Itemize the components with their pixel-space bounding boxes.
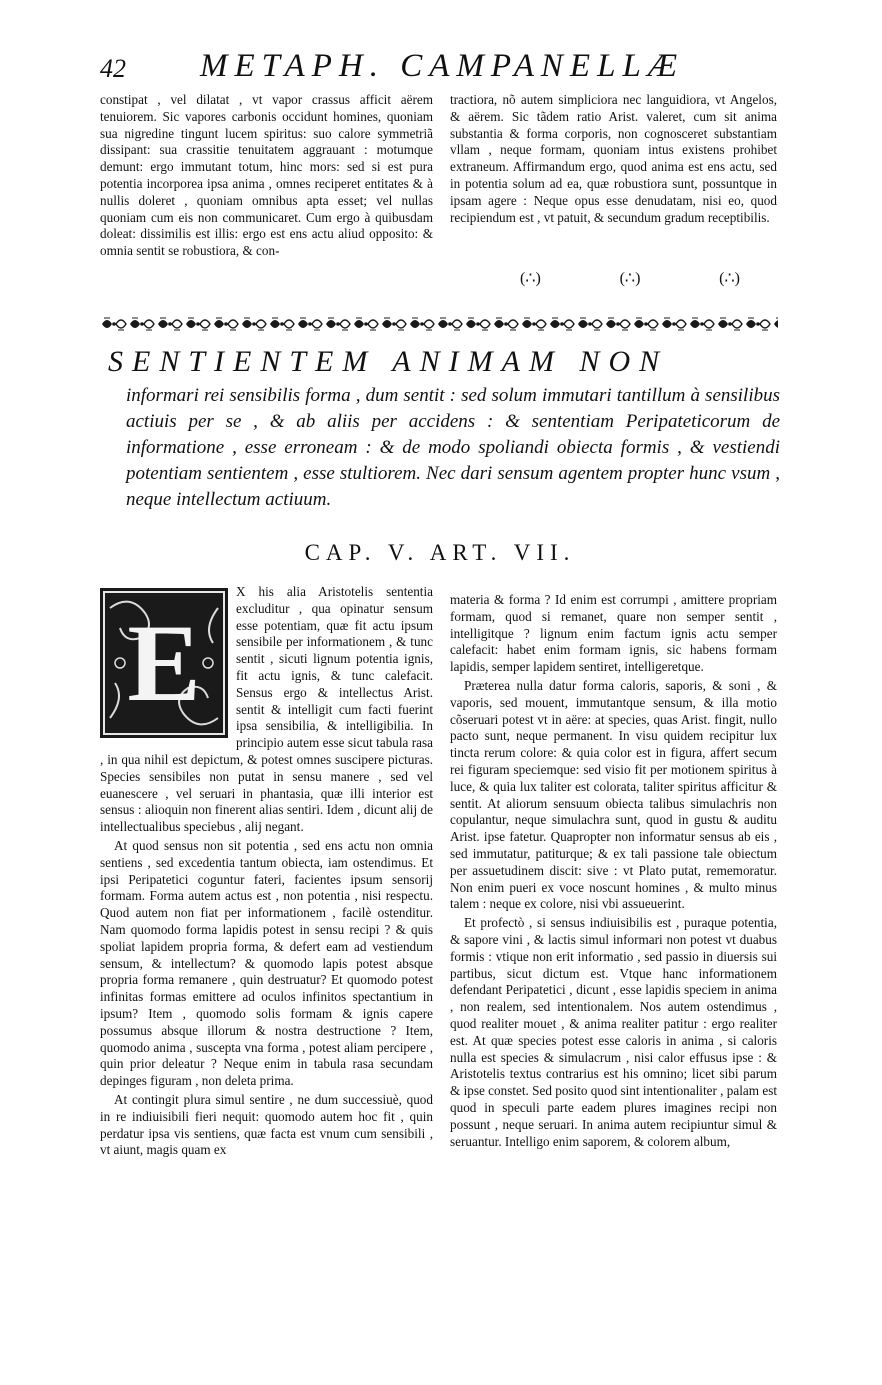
ornamental-divider [100, 314, 778, 334]
asterism-row [520, 268, 740, 288]
asterism-mark: (∴) [719, 270, 740, 287]
fleuron-band-icon [100, 314, 778, 334]
heading-title: SENTIENTEM ANIMAM NON [108, 345, 669, 378]
running-head: METAPH. CAMPANELLÆ [200, 48, 685, 84]
decorated-initial [100, 588, 228, 738]
bottom-left-column [100, 584, 433, 1159]
body-paragraph: At quod sensus non sit potentia , sed ens actu non omnia sentiens , sed excedentia tantum obiecta, iam ostendimus. Et ipsi Peripatetici coguntur fateri, facientes ipsum sensorij formam. Forma autem actus est , non potentia , nisi respectu. Quod autem non fiat per informationem , facilè ostenditur. Nam quomodo forma lapidis potest in sensu recipi ? & quis spoliat lapidem propria forma, & defert eam ad vestiendum sensum, & intellectum? & quomodo lapis potest absque propria forma remanere , quin destruatur? Et quomodo potest infinitas formas emittere ad oculos infinitos spectantium in ipsum? Item , quomodo solis formam & ignis capere possumus absque illorum & nostra destructione ? Item, quomodo anima , suscepta vna forma , potest aliam percipere , quin prior deleatur ? Neque enim in tabula rasa secundam depinges figuram , non deleta prima. [100, 837, 433, 1089]
body-paragraph: Et profectò , si sensus indiuisibilis est , puraque potentia, & sapore vini , & lactis simul informari non potest vt duabus formis : vtique non erit informatio , sed passio in diuersis sui partibus, sicut dictum est. Vtque hanc informationem defendant Peripatetici , dicunt , esse lapidis speciem in anima , non realem, sed intentionalem. Nos autem ostendimus , quod realiter mouet , & anima realiter patitur : ergo realiter est. At quæ species potest esse caloris in anima , si caloris nulla est species & simulacrum , nisi calor effusus ipse : & Aristotelis textus contrarius est his omnino; licet sibi parum & ipse constet. Sed posito quod sint intentionaliter , palam est quod in speculi parte eadem plures imagines recipi non possunt , neque seruari. In anima autem recipiuntur simul & seruantur. Intelligo enim saporem, & colorem album, [450, 915, 777, 1149]
chapter-heading [100, 345, 780, 513]
body-paragraph: materia & forma ? Id enim est corrumpi , amittere propriam formam, quod si remanet, quare non semper sentit , intelligitque ? lignum enim factum ignis actu semper calefacit: habet enim formam ignis, sic habens formam lapidis, semper lapidem sentiret, intelligeretque. [450, 592, 777, 675]
page-number: 42 [100, 54, 126, 83]
top-left-paragraph: constipat , vel dilatat , vt vapor crassus afficit aërem tenuiorem. Sic vapores carbonis occidunt homines, quoniam sua nigredine tingunt lucem spiritus: suo calore symmetriã dissipant: sua crassitie tenuitatem aggrauant : motumque demunt: ergo immutant totum, hinc mors: sed si est pura potentia incorporea ipsa anima , omnes reciperet entitates & à nullis doleret , quoniam omnibus apta esset; vel nullas quoniam cum eis non communicaret. Cum ergo à quibusdam doleat: dissimilis est illis: ergo est ens actu aliud opposito: & omnia sentit se robustiora, & con- [100, 92, 433, 259]
body-paragraph: At contingit plura simul sentire , ne dum successiuè, quod in re indiuisibili fieri nequit: quomodo autem hoc fit , quin perdatur ipsa vis sentiens, quæ facta est vnum cum sensibili , vt aiunt, magis quam ex [100, 1091, 433, 1158]
asterism-mark: (∴) [619, 270, 641, 287]
top-left-column [100, 92, 433, 260]
drop-cap-letter: E [127, 601, 201, 724]
bottom-right-column [450, 592, 777, 1150]
asterism-mark: (∴) [520, 270, 541, 287]
body-paragraph: X his alia Aristotelis sententia excluditur , qua opinatur sensum esse potentiam, quæ fit actu ipsum sensibile per informationem , & tunc sentit , sicuti lignum potentia ignis, fit actu ignis, & tunc calefacit. Sensus ergo & intellectus Arist. sentit & intelligit cum facti fuerint ipsa sensibilia, & intelligibilia. In principio autem esse sicut tabula rasa , in qua nihil est depictum, & potest omnes suscipere picturas. Species sensibiles non putat in sensu manere , sed vel euanescere , vel seruari in phantasia, quæ illi interior est sensus : alioquin non finerent alias sentiri. Idem , dicunt alij de intellectualibus speciebus , alij negant. [100, 584, 433, 835]
top-right-column [450, 92, 777, 226]
chapter-article-label: CAP. V. ART. VII. [304, 540, 576, 565]
body-paragraph: Præterea nulla datur forma caloris, saporis, & soni , & vaporis, sed mouent, immutantque sensum, & illa motio cõseruari potest vt in aëre: at species, quas Arist. fingit, nullo pacto sunt, neque permanent. In visu quidem recipitur lux tincta rerum colore: & quia color est in figura, affert secum rei figuram speciemque: sed visio fit per motionem spiritus à luce, & quia lux taliter est colorata, taliter spiritus afficitur & sentit. At aliorum sensuum obiecta talibus simulachris non copulantur, neque simulachra sunt, quod in gustu & auditu Arist. ipse fatetur. Quapropter non informatur sensus ab eis , sed immutatur, patiturque; & ex tali passione tale obiectum per assuetudinem discit: sive : vt Plato putat, rememoratur. Non enim pueri ex voce noscunt homines , & multo minus talem : neque ex colore, nisi vbi assueuerint. [450, 677, 777, 912]
page-header [100, 48, 790, 88]
heading-subtitle: informari rei sensibilis forma , dum sentit : sed solum immutari tantillum à sensilibus actiuis per se , & ab aliis per accidens : & sententiam Peripateticorum de informatione , esse erroneam : & de modo spoliandi obiecta formis , & vestiendi potentiam sentientem , esse stultiorem. Nec dari sensum agentem propter hunc vsum , neque intellectum actiuum. [126, 385, 780, 510]
top-right-paragraph: tractiora, nõ autem simpliciora nec languidiora, vt Angelos, & aërem. Sic tãdem ratio Arist. valeret, cum sit anima substantia & forma corporis, non cognosceret substantiam vllam , neque formam, quoniam intus existens prohibet extraneum. Affirmandum ergo, quod anima est ens actu, sed in potentia solum ad ea, quæ robustiora sunt, possuntque in ipsam agere : Neque opus esse denudatam, nisi eo, quod recipiendum est , vt patuit, & secundum gradum receptibilis. [450, 92, 777, 225]
